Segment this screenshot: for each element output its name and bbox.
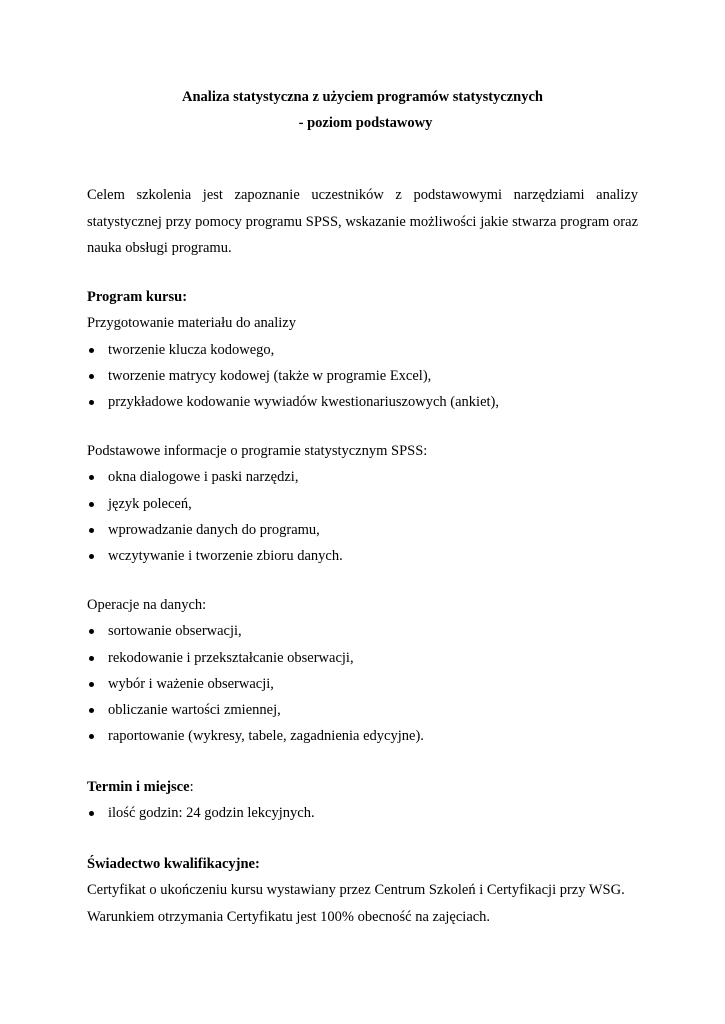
document-title	[87, 87, 638, 133]
list-item-text: okna dialogowe i paski narzędzi,	[108, 469, 299, 486]
operations-list	[87, 618, 638, 749]
list-item-text: język poleceń,	[108, 495, 192, 512]
list-item	[87, 618, 638, 644]
list-item-text: tworzenie matrycy kodowej (także w programie Excel),	[108, 367, 432, 384]
bullet-icon	[89, 708, 94, 713]
data-operations-section	[87, 592, 638, 750]
bullet-icon	[89, 374, 94, 379]
bullet-icon	[89, 811, 94, 816]
title-line-2: - poziom podstawowy	[298, 115, 433, 131]
intro-paragraph: Celem szkolenia jest zapoznanie uczestników z podstawowymi narzędziami analizy statystycznej przy pomocy programu SPSS, wskazanie możliwości jakie stwarza program oraz nauka obsługi programu.	[87, 187, 638, 256]
termin-heading-line	[87, 774, 638, 800]
list-item-text: sortowanie obserwacji,	[108, 623, 242, 640]
bullet-icon	[89, 656, 94, 661]
termin-heading: Termin i miejsce	[87, 779, 190, 795]
program-section	[87, 284, 638, 415]
spss-list	[87, 464, 638, 569]
list-item	[87, 491, 638, 517]
list-item-text: wprowadzanie danych do programu,	[108, 521, 320, 538]
list-item-text: ilość godzin: 24 godzin lekcyjnych.	[108, 805, 315, 822]
bullet-icon	[89, 554, 94, 559]
list-item	[87, 645, 638, 671]
certificate-heading: Świadectwo kwalifikacyjne:	[87, 856, 260, 872]
termin-section	[87, 774, 638, 827]
list-item-text: raportowanie (wykresy, tabele, zagadnienia edycyjne).	[108, 728, 424, 745]
list-item-text: tworzenie klucza kodowego,	[108, 341, 275, 358]
termin-list	[87, 800, 638, 826]
termin-heading-colon: :	[189, 779, 194, 795]
list-item	[87, 464, 638, 490]
list-item-text: rekodowanie i przekształcanie obserwacji,	[108, 649, 354, 666]
bullet-icon	[89, 502, 94, 507]
group-intro-operations: Operacje na danych:	[87, 597, 207, 613]
title-line-1: Analiza statystyczna z użyciem programów statystycznych	[182, 89, 543, 105]
bullet-icon	[89, 528, 94, 533]
list-item-text: przykładowe kodowanie wywiadów kwestionariuszowych (ankiet),	[108, 394, 499, 411]
group-intro-spss: Podstawowe informacje o programie statystycznym SPSS:	[87, 443, 428, 459]
list-item	[87, 389, 638, 415]
list-item	[87, 517, 638, 543]
bullet-icon	[89, 682, 94, 687]
bullet-icon	[89, 475, 94, 480]
certificate-line-1: Certyfikat o ukończeniu kursu wystawiany przez Centrum Szkoleń i Certyfikacji przy WSG.	[87, 882, 625, 899]
group-intro-preparation: Przygotowanie materiału do analizy	[87, 315, 296, 332]
spss-section	[87, 438, 638, 569]
list-item-text: obliczanie wartości zmiennej,	[108, 702, 281, 719]
certificate-section	[87, 851, 638, 930]
list-item-text: wybór i ważenie obserwacji,	[108, 675, 274, 692]
list-item	[87, 543, 638, 569]
list-item	[87, 671, 638, 697]
list-item	[87, 337, 638, 363]
list-item	[87, 697, 638, 723]
preparation-list	[87, 337, 638, 416]
list-item-text: wczytywanie i tworzenie zbioru danych.	[108, 548, 343, 565]
certificate-line-2: Warunkiem otrzymania Certyfikatu jest 100% obecność na zajęciach.	[87, 908, 491, 925]
list-item	[87, 800, 638, 826]
bullet-icon	[89, 348, 94, 353]
bullet-icon	[89, 734, 94, 739]
program-heading: Program kursu:	[87, 289, 188, 305]
list-item	[87, 723, 638, 749]
bullet-icon	[89, 400, 94, 405]
bullet-icon	[89, 629, 94, 634]
list-item	[87, 363, 638, 389]
